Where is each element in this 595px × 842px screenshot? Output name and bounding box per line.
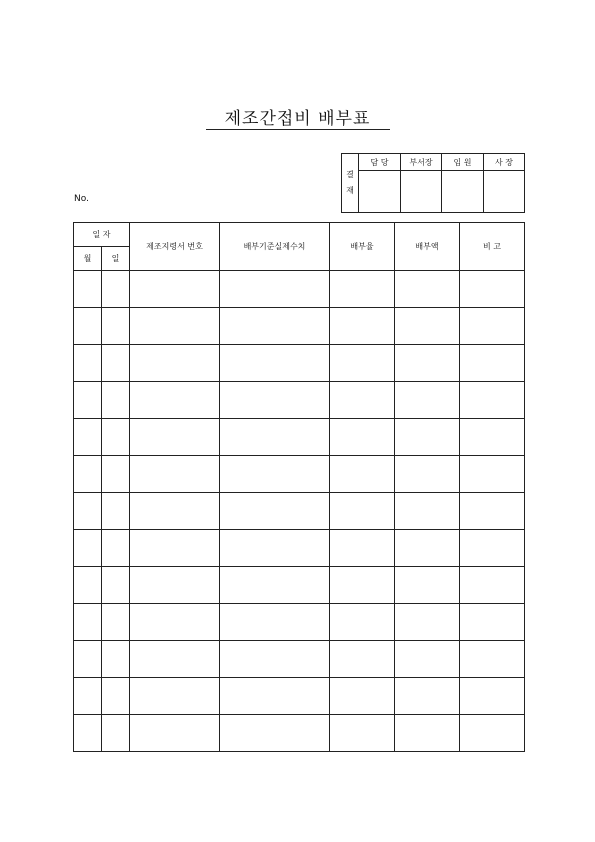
cell-allocation-rate[interactable] [330,456,395,493]
table-row [74,530,525,567]
cell-order-number[interactable] [130,308,220,345]
header-date: 일 자 [74,223,130,247]
cell-month[interactable] [74,271,102,308]
document-title: 제조간접비 배부표 [224,109,371,129]
cell-order-number[interactable] [130,456,220,493]
approval-box [341,153,525,213]
cell-month[interactable] [74,530,102,567]
cell-remarks[interactable] [460,530,525,567]
table-row [74,271,525,308]
cell-allocation-basis[interactable] [220,308,330,345]
document-number-label: No. [74,194,89,204]
allocation-table [73,222,525,752]
cell-allocation-amount[interactable] [395,604,460,641]
cell-month[interactable] [74,678,102,715]
cell-allocation-amount[interactable] [395,530,460,567]
cell-day[interactable] [102,308,130,345]
cell-month[interactable] [74,715,102,752]
table-row [74,604,525,641]
cell-order-number[interactable] [130,604,220,641]
cell-month[interactable] [74,641,102,678]
header-allocation-rate: 배부율 [330,223,395,271]
cell-day[interactable] [102,715,130,752]
table-body [74,271,525,752]
signature-cell-dept-head[interactable] [401,171,442,213]
header-allocation-amount: 배부액 [395,223,460,271]
cell-day[interactable] [102,456,130,493]
approval-label-top: 결 [346,170,354,179]
cell-allocation-basis[interactable] [220,678,330,715]
cell-allocation-basis[interactable] [220,345,330,382]
table-row [74,456,525,493]
cell-allocation-rate[interactable] [330,271,395,308]
cell-order-number[interactable] [130,419,220,456]
cell-order-number[interactable] [130,678,220,715]
approval-col-staff: 담 당 [359,154,401,171]
title-underline [206,129,390,130]
cell-allocation-rate[interactable] [330,493,395,530]
cell-allocation-rate[interactable] [330,641,395,678]
cell-allocation-rate[interactable] [330,530,395,567]
cell-allocation-basis[interactable] [220,567,330,604]
cell-remarks[interactable] [460,567,525,604]
header-month: 월 [74,247,102,271]
approval-label [342,154,359,213]
cell-remarks[interactable] [460,678,525,715]
cell-day[interactable] [102,604,130,641]
approval-label-bottom: 재 [346,186,354,195]
cell-day[interactable] [102,678,130,715]
cell-month[interactable] [74,382,102,419]
cell-month[interactable] [74,567,102,604]
cell-order-number[interactable] [130,382,220,419]
cell-month[interactable] [74,345,102,382]
signature-cell-staff[interactable] [359,171,401,213]
table-row [74,678,525,715]
cell-order-number[interactable] [130,641,220,678]
cell-remarks[interactable] [460,715,525,752]
approval-col-executive: 임 원 [442,154,484,171]
cell-remarks[interactable] [460,641,525,678]
cell-allocation-amount[interactable] [395,271,460,308]
cell-day[interactable] [102,530,130,567]
cell-order-number[interactable] [130,530,220,567]
cell-day[interactable] [102,493,130,530]
cell-order-number[interactable] [130,567,220,604]
header-allocation-basis: 배부기준실제수치 [220,223,330,271]
cell-allocation-basis[interactable] [220,271,330,308]
cell-allocation-amount[interactable] [395,715,460,752]
cell-remarks[interactable] [460,271,525,308]
cell-allocation-rate[interactable] [330,345,395,382]
cell-remarks[interactable] [460,308,525,345]
cell-remarks[interactable] [460,382,525,419]
cell-allocation-amount[interactable] [395,308,460,345]
cell-allocation-amount[interactable] [395,641,460,678]
cell-allocation-basis[interactable] [220,530,330,567]
cell-day[interactable] [102,567,130,604]
cell-order-number[interactable] [130,271,220,308]
table-row [74,308,525,345]
cell-allocation-amount[interactable] [395,345,460,382]
header-remarks: 비 고 [460,223,525,271]
cell-allocation-amount[interactable] [395,678,460,715]
header-day: 일 [102,247,130,271]
cell-day[interactable] [102,419,130,456]
table-row [74,567,525,604]
cell-allocation-rate[interactable] [330,419,395,456]
cell-allocation-basis[interactable] [220,456,330,493]
cell-allocation-basis[interactable] [220,715,330,752]
cell-allocation-basis[interactable] [220,382,330,419]
cell-allocation-rate[interactable] [330,308,395,345]
table-row [74,382,525,419]
signature-cell-president[interactable] [484,171,525,213]
header-order-number: 제조지령서 번호 [130,223,220,271]
cell-allocation-basis[interactable] [220,604,330,641]
cell-allocation-rate[interactable] [330,382,395,419]
cell-month[interactable] [74,604,102,641]
cell-month[interactable] [74,493,102,530]
cell-allocation-amount[interactable] [395,456,460,493]
table-row [74,715,525,752]
cell-day[interactable] [102,382,130,419]
cell-order-number[interactable] [130,345,220,382]
cell-remarks[interactable] [460,493,525,530]
cell-day[interactable] [102,641,130,678]
table-row [74,345,525,382]
cell-month[interactable] [74,308,102,345]
cell-remarks[interactable] [460,604,525,641]
cell-month[interactable] [74,419,102,456]
cell-remarks[interactable] [460,419,525,456]
cell-remarks[interactable] [460,456,525,493]
cell-allocation-basis[interactable] [220,419,330,456]
cell-allocation-rate[interactable] [330,567,395,604]
approval-col-president: 사 장 [484,154,525,171]
signature-cell-executive[interactable] [442,171,484,213]
cell-month[interactable] [74,456,102,493]
cell-order-number[interactable] [130,715,220,752]
cell-remarks[interactable] [460,345,525,382]
cell-allocation-basis[interactable] [220,641,330,678]
cell-order-number[interactable] [130,493,220,530]
cell-allocation-amount[interactable] [395,493,460,530]
table-row [74,493,525,530]
cell-allocation-rate[interactable] [330,678,395,715]
table-row [74,641,525,678]
cell-allocation-rate[interactable] [330,715,395,752]
table-row [74,419,525,456]
cell-allocation-amount[interactable] [395,382,460,419]
cell-allocation-amount[interactable] [395,419,460,456]
cell-allocation-rate[interactable] [330,604,395,641]
cell-allocation-amount[interactable] [395,567,460,604]
approval-col-dept-head: 부서장 [401,154,442,171]
cell-allocation-basis[interactable] [220,493,330,530]
cell-day[interactable] [102,271,130,308]
cell-day[interactable] [102,345,130,382]
